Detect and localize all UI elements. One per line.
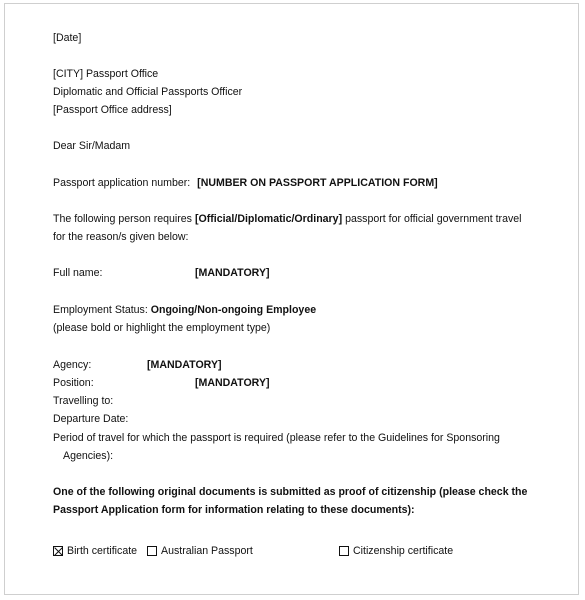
intro-suffix: passport for official government travel [345,213,522,225]
citizenship-certificate-label: Citizenship certificate [353,545,454,557]
australian-passport-label: Australian Passport [161,545,253,557]
recipient-line-1: [CITY] Passport Office [53,68,159,80]
australian-passport-checkbox[interactable] [147,546,157,556]
intro-line-2: for the reason/s given below: [53,231,189,243]
intro-line-1 [53,213,522,226]
salutation: Dear Sir/Madam [53,140,131,152]
position-label: Position: [53,377,94,389]
full-name-value: [MANDATORY] [195,267,270,279]
citizenship-notice-line-1: One of the following original documents is submitted as proof of citizenship (please check the [53,486,528,498]
employment-status-note: (please bold or highlight the employment type) [53,322,271,334]
recipient-line-2: Diplomatic and Official Passports Officer [53,86,243,98]
document-page [4,3,579,595]
birth-certificate-option[interactable] [53,544,137,558]
employment-status-line [53,304,316,317]
passport-type-options: [Official/Diplomatic/Ordinary] [194,213,343,225]
citizenship-notice-line-2: Passport Application form for information relating to these documents): [53,504,415,516]
application-number-label: Passport application number: [53,177,191,189]
application-number-value: [NUMBER ON PASSPORT APPLICATION FORM] [197,177,438,189]
employment-status-value: Ongoing/Non-ongoing Employee [150,304,317,316]
agency-value: [MANDATORY] [147,359,222,371]
letter-date: [Date] [53,32,82,44]
agency-label: Agency: [53,359,92,371]
recipient-line-3: [Passport Office address] [53,104,172,116]
citizenship-certificate-option[interactable] [339,544,453,558]
birth-certificate-checkbox[interactable] [53,546,63,556]
australian-passport-option[interactable] [147,544,253,558]
citizenship-certificate-checkbox[interactable] [339,546,349,556]
travelling-to-label: Travelling to: [53,395,114,407]
travel-period-line-2: Agencies): [63,450,114,462]
intro-prefix: The following person requires [53,213,192,225]
birth-certificate-label: Birth certificate [67,545,138,557]
application-number-line [53,177,438,190]
employment-status-label: Employment Status: [53,304,148,316]
position-value: [MANDATORY] [195,377,270,389]
departure-date-label: Departure Date: [53,413,129,425]
travel-period-line-1: Period of travel for which the passport is required (please refer to the Guidelines for Sponsoring [53,432,500,444]
full-name-label: Full name: [53,267,103,279]
